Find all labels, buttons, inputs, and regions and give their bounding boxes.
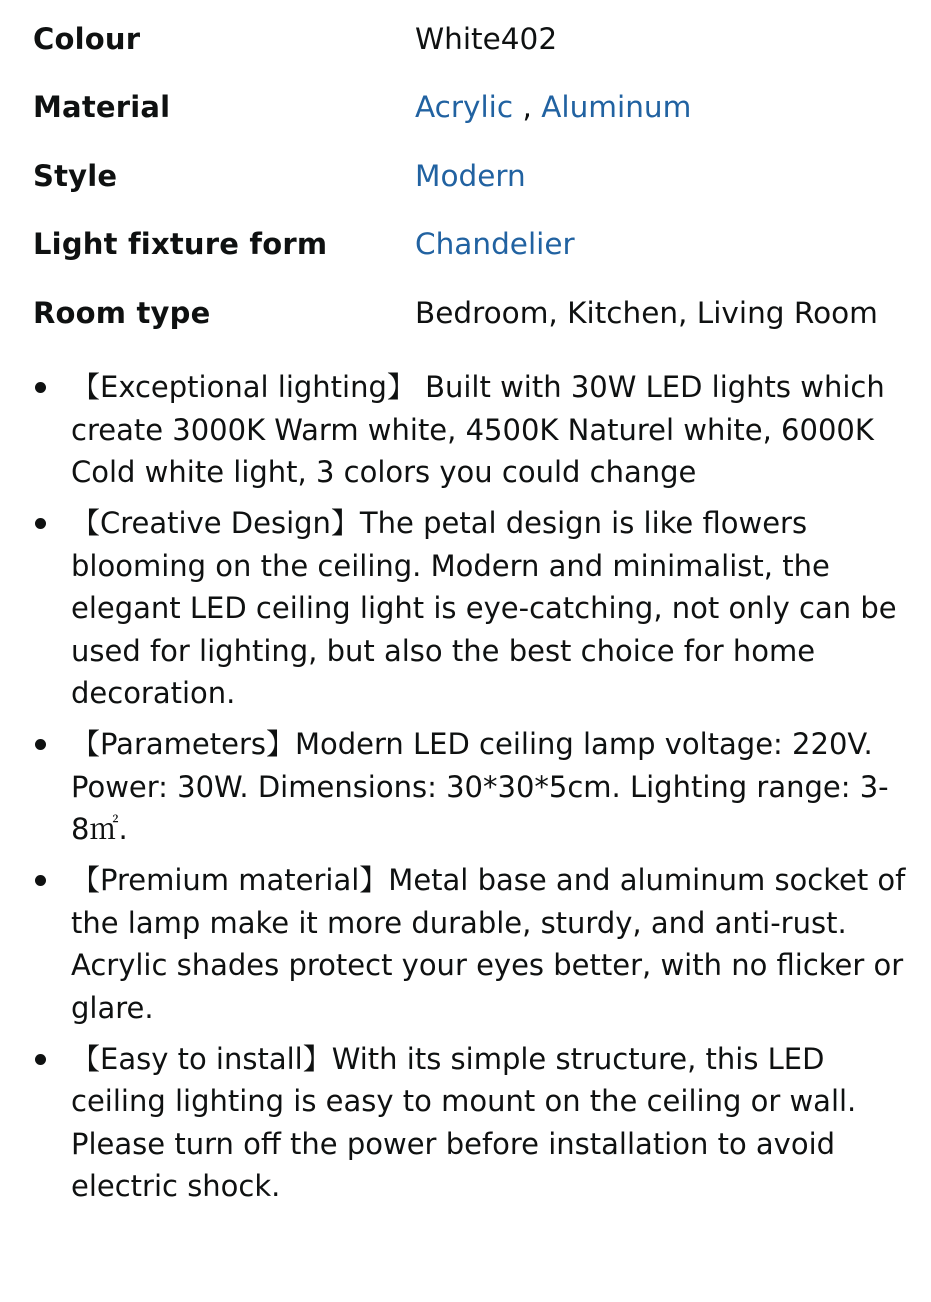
spec-label: Style — [33, 158, 118, 193]
spec-label: Colour — [33, 22, 141, 56]
feature-bullet: 【Parameters】Modern LED ceiling lamp voltage: 220V. Power: 30W. Dimensions: 30*30*5cm. Lighting range: 3-8㎡. — [33, 723, 907, 851]
feature-bullet-list — [33, 366, 907, 1208]
feature-bullet: 【Exceptional lighting】 Built with 30W LED lights which create 3000K Warm white, 4500K Naturel white, 6000K Cold white light, 3 colors you could change — [33, 366, 907, 494]
spec-value-text: Bedroom, Kitchen, Living Room — [415, 295, 878, 330]
material-link-acrylic[interactable]: Acrylic — [415, 90, 514, 124]
spec-label: Room type — [33, 295, 211, 330]
feature-bullet: 【Premium material】Metal base and aluminum socket of the lamp make it more durable, sturdy, and anti-rust. Acrylic shades protect your eyes better, with no flicker or glare. — [33, 859, 907, 1029]
spec-value — [415, 159, 526, 193]
spec-value — [415, 296, 878, 330]
spec-row-light-fixture-form — [33, 227, 907, 296]
style-link-modern[interactable]: Modern — [415, 158, 526, 193]
spec-label: Light fixture form — [33, 227, 328, 261]
product-details-page — [0, 22, 931, 1302]
spec-row-room-type — [33, 296, 907, 365]
spec-table — [33, 22, 907, 364]
spec-row-colour — [33, 22, 907, 90]
spec-value — [415, 22, 557, 56]
feature-bullet: 【Easy to install】With its simple structure, this LED ceiling lighting is easy to mount on the ceiling or wall. Please turn off the power before installation to avoid electric shock. — [33, 1038, 907, 1208]
spec-value — [415, 90, 691, 124]
value-separator: , — [513, 90, 542, 124]
feature-bullet: 【Creative Design】The petal design is like flowers blooming on the ceiling. Modern and minimalist, the elegant LED ceiling light is eye-catching, not only can be used for lighting, but also the best choice for home decoration. — [33, 502, 907, 715]
fixture-link-chandelier[interactable]: Chandelier — [415, 227, 575, 261]
spec-row-material — [33, 90, 907, 159]
spec-row-style — [33, 159, 907, 228]
material-link-aluminum[interactable]: Aluminum — [541, 90, 692, 124]
spec-value — [415, 227, 575, 261]
spec-label: Material — [33, 90, 171, 124]
spec-value-text: White402 — [415, 22, 558, 56]
